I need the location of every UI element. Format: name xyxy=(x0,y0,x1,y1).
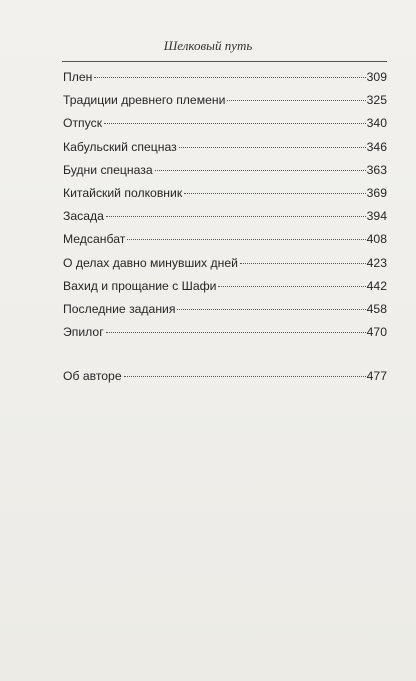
dot-leader xyxy=(184,193,365,194)
dot-leader xyxy=(127,239,365,240)
toc-entry-page: 442 xyxy=(366,278,387,293)
toc-entry-title: Кабульский спецназ xyxy=(63,139,177,154)
running-header: Шелковый путь xyxy=(163,38,253,53)
toc-entry-page: 363 xyxy=(366,162,387,177)
toc-entry-title: Плен xyxy=(63,70,93,84)
dot-leader xyxy=(104,123,366,124)
toc-entry xyxy=(63,232,387,255)
toc-entry xyxy=(63,116,387,139)
toc-entry-appendix xyxy=(63,369,387,392)
dot-leader xyxy=(94,77,365,78)
toc-entry-title: Эпилог xyxy=(63,325,104,340)
toc-entry-page: 309 xyxy=(366,70,387,84)
dot-leader xyxy=(106,332,366,333)
toc-entry xyxy=(63,325,387,348)
toc-entry xyxy=(63,140,387,163)
toc-entry xyxy=(63,256,387,279)
toc-entry-title: О делах давно минувших дней xyxy=(63,255,238,270)
toc-entry-title: Об авторе xyxy=(63,369,122,384)
dot-leader xyxy=(218,286,365,287)
dot-leader xyxy=(177,309,365,310)
toc-entry-title: Китайский полковник xyxy=(63,185,183,200)
header-rule xyxy=(62,61,387,62)
toc-entry xyxy=(63,163,387,186)
toc-entry-page: 346 xyxy=(366,139,387,154)
table-of-contents xyxy=(63,70,387,392)
toc-entry xyxy=(63,209,387,232)
toc-entry xyxy=(63,279,387,302)
toc-entry xyxy=(63,70,387,93)
toc-entry-page: 470 xyxy=(366,325,387,340)
toc-entry-page: 340 xyxy=(366,116,387,131)
toc-entry-title: Традиции древнего племени xyxy=(63,93,226,108)
toc-entry-title: Медсанбат xyxy=(63,232,126,247)
toc-entry-page: 325 xyxy=(366,93,387,108)
dot-leader xyxy=(227,100,365,101)
toc-entry-title: Последние задания xyxy=(63,301,176,316)
toc-entry-title: Засада xyxy=(63,209,104,224)
toc-entry xyxy=(63,93,387,116)
dot-leader xyxy=(106,216,366,217)
toc-entry-page: 477 xyxy=(366,369,387,384)
toc-entry-page: 369 xyxy=(366,185,387,200)
dot-leader xyxy=(155,170,366,171)
toc-entry xyxy=(63,186,387,209)
dot-leader xyxy=(124,376,366,377)
toc-spacer xyxy=(63,348,387,369)
toc-entry-page: 394 xyxy=(366,209,387,224)
toc-entry-title: Отпуск xyxy=(63,116,103,131)
toc-entry-page: 408 xyxy=(366,232,387,247)
toc-entry-title: Вахид и прощание с Шафи xyxy=(63,278,217,293)
toc-entry-page: 458 xyxy=(366,301,387,316)
toc-entry-title: Будни спецназа xyxy=(63,162,153,177)
dot-leader xyxy=(179,147,366,148)
toc-entry-page: 423 xyxy=(366,255,387,270)
toc-entry xyxy=(63,302,387,325)
dot-leader xyxy=(240,263,366,264)
